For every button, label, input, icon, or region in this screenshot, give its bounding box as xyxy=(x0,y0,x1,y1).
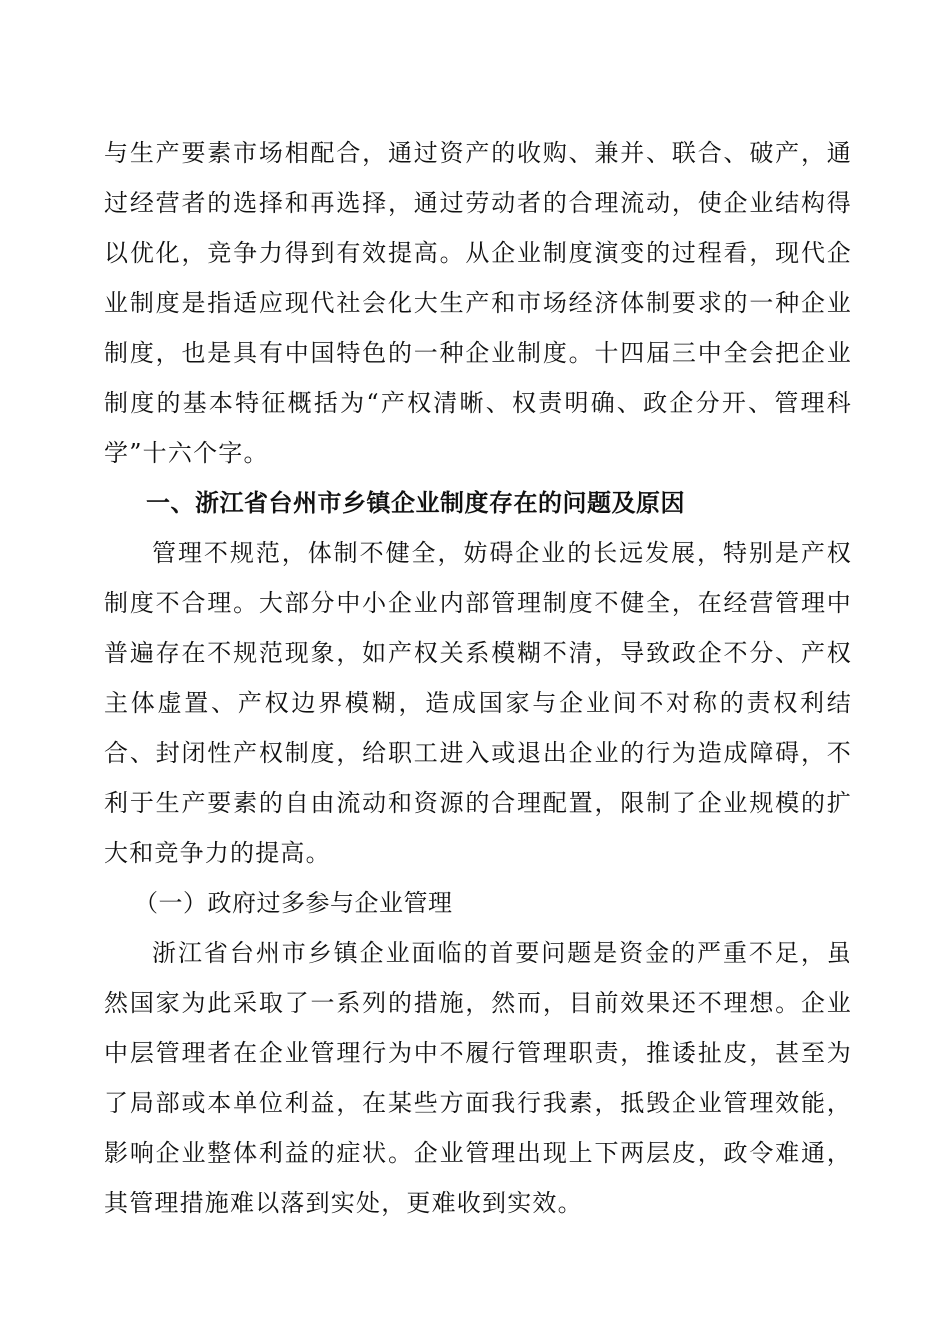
intro-paragraph: 与生产要素市场相配合，通过资产的收购、兼并、联合、破产，通过经营者的选择和再选择，通过劳动者的合理流动，使企业结构得以优化，竞争力得到有效提高。从企业制度演变的过程看，现代企业制度是指适应现代社会化大生产和市场经济体制要求的一种企业制度，也是具有中国特色的一种企业制度。十四届三中全会把企业制度的基本特征概括为“产权清晰、权责明确、政企分开、管理科学”十六个字。 xyxy=(104,139,852,467)
section-paragraph-management: 管理不规范，体制不健全，妨碍企业的长远发展，特别是产权制度不合理。大部分中小企业内部管理制度不健全，在经营管理中普遍存在不规范现象，如产权关系模糊不清，导致政企不分、产权主体虚置、产权边界模糊，造成国家与企业间不对称的责权利结合、封闭性产权制度，给职工进入或退出企业的行为造成障碍，不利于生产要素的自由流动和资源的合理配置，限制了企业规模的扩大和竞争力的提高。 xyxy=(104,539,852,867)
section-heading-problems-causes: 一、浙江省台州市乡镇企业制度存在的问题及原因 xyxy=(146,489,685,517)
subsection-heading-government-participation: （一）政府过多参与企业管理 xyxy=(134,889,453,917)
document-body xyxy=(104,128,852,1228)
subsection-paragraph-funding-issues: 浙江省台州市乡镇企业面临的首要问题是资金的严重不足，虽然国家为此采取了一系列的措施，然而，目前效果还不理想。企业中层管理者在企业管理行为中不履行管理职责，推诿扯皮，甚至为了局部或本单位利益，在某些方面我行我素，抵毁企业管理效能，影响企业整体利益的症状。企业管理出现上下两层皮，政令难通，其管理措施难以落到实处，更难收到实效。 xyxy=(104,939,852,1217)
